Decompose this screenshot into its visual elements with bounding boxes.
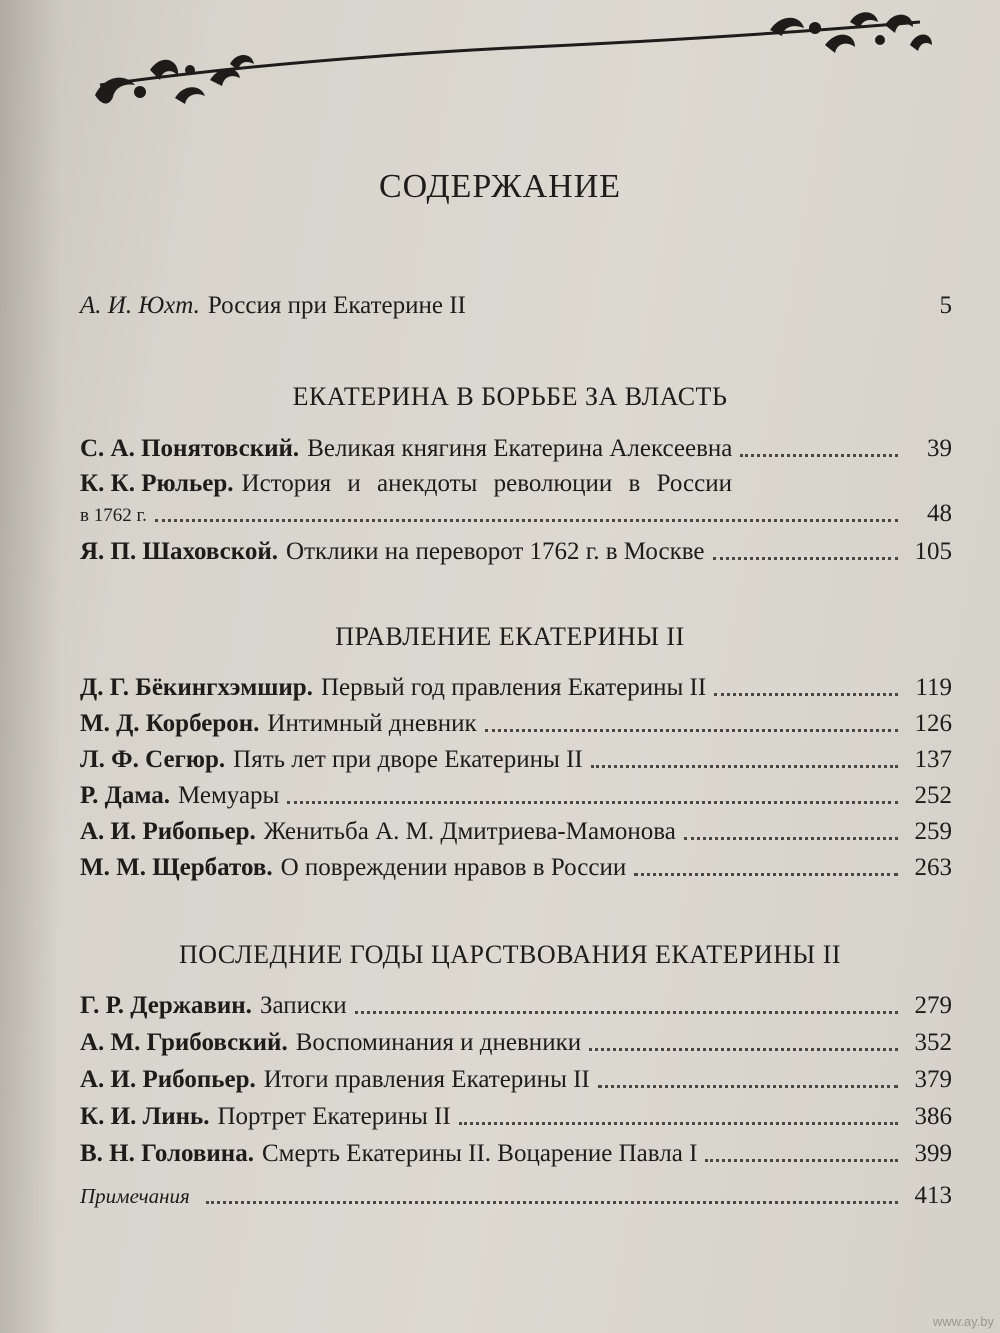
entry-page: 259 [914, 818, 952, 845]
entry-page: 386 [914, 1103, 952, 1130]
entry-page: 399 [914, 1140, 952, 1167]
entry-title: Воспоминания и дневники [295, 1029, 582, 1056]
entry-author: А. И. Рибопьер. [80, 1066, 256, 1093]
leader-dots [684, 837, 898, 840]
entry-title: Мемуары [177, 782, 280, 809]
entry-author: К. И. Линь. [80, 1103, 210, 1130]
leader-dots [591, 765, 898, 768]
toc-entry [80, 538, 952, 566]
entry-title: Итоги правления Екатерины II [263, 1066, 590, 1093]
entry-author: Д. Г. Бёкингхэмшир. [80, 674, 313, 701]
section-title-1: ЕКАТЕРИНА В БОРЬБЕ ЗА ВЛАСТЬ [292, 382, 728, 411]
entry-title: Женитьба А. М. Дмитриева-Мамонова [263, 818, 676, 845]
entry-title: Интимный дневник [267, 710, 477, 737]
entry-title: Смерть Екатерины II. Воцарение Павла I [261, 1140, 698, 1167]
entry-author: Примечания [80, 1184, 190, 1208]
watermark: www.ay.by [932, 1314, 994, 1329]
entry-author: В. Н. Головина. [80, 1140, 254, 1167]
entry-title: Великая княгиня Екатерина Алексеевна [307, 435, 733, 462]
toc-entry [80, 710, 952, 738]
leader-dots [598, 1085, 898, 1088]
section-title-3: ПОСЛЕДНИЕ ГОДЫ ЦАРСТВОВАНИЯ ЕКАТЕРИНЫ II [178, 940, 842, 969]
entry-page: 48 [927, 500, 952, 527]
toc-entry [80, 818, 952, 846]
entry-author: А. М. Грибовский. [80, 1029, 288, 1056]
entry-author: А. И. Рибопьер. [80, 818, 256, 845]
leader-dots [485, 729, 898, 732]
entry-title: Портрет Екатерины II [217, 1103, 451, 1130]
decorative-ornament [80, 0, 940, 120]
leader-dots [355, 1011, 898, 1014]
toc-entry [80, 674, 952, 702]
leader-dots [705, 1159, 898, 1162]
toc-entry [80, 1140, 952, 1168]
toc-entry [80, 1066, 952, 1094]
entry-page: 5 [939, 292, 952, 319]
entry-page: 39 [927, 435, 952, 462]
entry-author: К. К. Рюльер. [80, 470, 234, 497]
leader-dots [589, 1048, 898, 1051]
toc-entry-intro [80, 292, 952, 320]
toc-entry [80, 470, 952, 528]
leader-dots [713, 557, 898, 560]
entry-title: Первый год правления Екатерины II [320, 674, 707, 701]
entry-page: 126 [914, 710, 952, 737]
entry-title: О повреждении нравов в России [280, 854, 627, 881]
entry-author: Р. Дама. [80, 782, 170, 809]
entry-title-continuation: в 1762 г. [80, 505, 147, 526]
leader-dots [714, 693, 898, 696]
entry-page: 352 [914, 1029, 952, 1056]
entry-page: 105 [914, 538, 952, 565]
leader-dots [459, 1122, 898, 1125]
entry-page: 119 [915, 674, 952, 701]
entry-author: М. Д. Корберон. [80, 710, 260, 737]
toc-entry-notes [80, 1182, 952, 1210]
toc-entry [80, 992, 952, 1020]
toc-entry [80, 854, 952, 882]
entry-author: Л. Ф. Сегюр. [80, 746, 226, 773]
entry-author: М. М. Щербатов. [80, 854, 273, 881]
toc-entry [80, 782, 952, 810]
entry-page: 263 [914, 854, 952, 881]
entry-author: С. А. Понятовский. [80, 435, 300, 462]
entry-title: Россия при Екатерине II [207, 292, 466, 319]
entry-author: Г. Р. Державин. [80, 992, 252, 1019]
entry-author: Я. П. Шаховской. [80, 538, 279, 565]
section-title-2: ПРАВЛЕНИЕ ЕКАТЕРИНЫ II [335, 622, 685, 651]
leader-dots [155, 519, 898, 522]
entry-title: Отклики на переворот 1762 г. в Москве [286, 538, 705, 565]
leader-dots [206, 1201, 898, 1204]
leader-dots [740, 454, 898, 457]
entry-author: А. И. Юхт. [80, 292, 200, 319]
page-title: СОДЕРЖАНИЕ [378, 168, 622, 205]
entry-page: 279 [914, 992, 952, 1019]
toc-entry [80, 435, 952, 463]
leader-dots [287, 801, 898, 804]
entry-page: 137 [914, 746, 952, 773]
toc-entry [80, 1029, 952, 1057]
toc-entry [80, 1103, 952, 1131]
leader-dots [634, 873, 898, 876]
entry-page: 252 [914, 782, 952, 809]
toc-entry [80, 746, 952, 774]
entry-title: Пять лет при дворе Екатерины II [233, 746, 583, 773]
entry-title: Записки [259, 992, 347, 1019]
entry-title: История и анекдоты революции в России [241, 470, 732, 497]
entry-page: 413 [914, 1182, 952, 1209]
entry-page: 379 [914, 1066, 952, 1093]
